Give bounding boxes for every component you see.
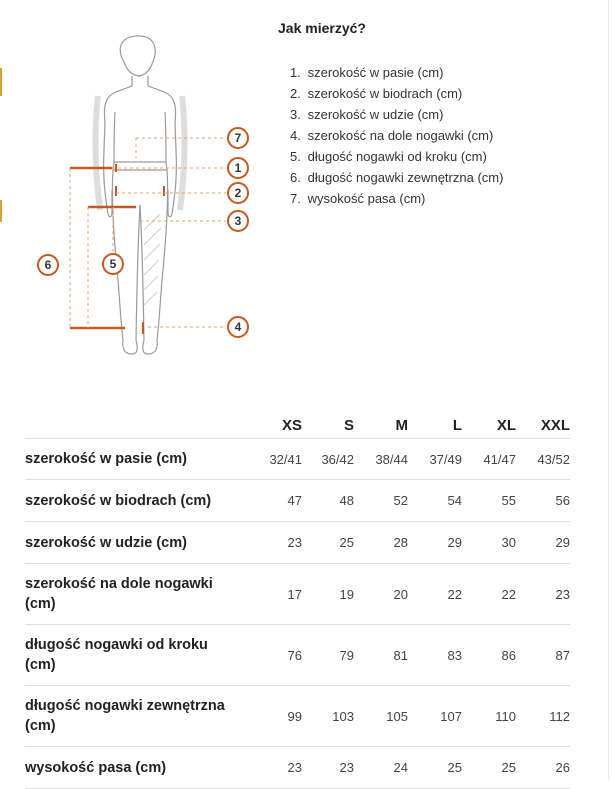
measurement-diagram — [0, 0, 270, 370]
page-title: Jak mierzyć? — [278, 20, 366, 36]
svg-text:1: 1 — [234, 161, 242, 175]
table-cell: 48 — [302, 480, 354, 522]
table-cell: 86 — [462, 625, 516, 686]
size-header: M — [354, 404, 408, 439]
legend-item: 4. szerokość na dole nogawki (cm) — [290, 128, 494, 143]
table-row — [25, 522, 570, 564]
table-cell: 38/44 — [354, 439, 408, 480]
table-cell: 25 — [462, 747, 516, 789]
table-row — [25, 625, 570, 686]
table-cell: 22 — [462, 564, 516, 625]
size-header: L — [408, 404, 462, 439]
svg-text:4: 4 — [234, 320, 242, 334]
table-cell: 55 — [462, 480, 516, 522]
table-cell: 43/52 — [516, 439, 570, 480]
row-label: szerokość w biodrach (cm) — [25, 480, 247, 522]
table-cell: 29 — [516, 522, 570, 564]
legend-item: 7. wysokość pasa (cm) — [290, 191, 426, 206]
callout-7 — [228, 128, 248, 148]
svg-text:3: 3 — [234, 214, 242, 228]
header-label-cell — [25, 404, 247, 439]
table-cell: 79 — [302, 625, 354, 686]
callout-2 — [228, 183, 248, 203]
svg-text:2: 2 — [234, 186, 242, 200]
callout-3 — [228, 211, 248, 231]
table-cell: 29 — [408, 522, 462, 564]
table-cell: 37/49 — [408, 439, 462, 480]
callout-6 — [38, 255, 58, 275]
svg-text:6: 6 — [44, 258, 52, 272]
table-cell: 26 — [516, 747, 570, 789]
table-cell: 54 — [408, 480, 462, 522]
table-cell: 36/42 — [302, 439, 354, 480]
body-silhouette — [104, 36, 177, 354]
table-cell: 25 — [302, 522, 354, 564]
table-cell: 25 — [408, 747, 462, 789]
table-cell: 83 — [408, 625, 462, 686]
legend-item: 6. długość nogawki zewnętrzna (cm) — [290, 170, 504, 185]
svg-text:5: 5 — [109, 257, 117, 271]
svg-text:7: 7 — [234, 131, 242, 145]
size-table — [25, 404, 570, 789]
table-cell: 17 — [247, 564, 302, 625]
row-label: długość nogawki zewnętrzna (cm) — [25, 686, 247, 747]
legend-item: 3. szerokość w udzie (cm) — [290, 107, 444, 122]
size-header: S — [302, 404, 354, 439]
row-label: wysokość pasa (cm) — [25, 747, 247, 789]
table-row — [25, 686, 570, 747]
table-row — [25, 747, 570, 789]
measurement-lines — [70, 164, 164, 334]
table-cell: 28 — [354, 522, 408, 564]
table-cell: 99 — [247, 686, 302, 747]
table-row — [25, 480, 570, 522]
table-cell: 56 — [516, 480, 570, 522]
table-cell: 23 — [516, 564, 570, 625]
table-cell: 23 — [247, 522, 302, 564]
table-row — [25, 439, 570, 480]
size-header: XL — [462, 404, 516, 439]
callout-1 — [228, 158, 248, 178]
table-cell: 24 — [354, 747, 408, 789]
table-cell: 19 — [302, 564, 354, 625]
size-header: XXL — [516, 404, 570, 439]
table-cell: 23 — [302, 747, 354, 789]
legend-item: 1. szerokość w pasie (cm) — [290, 65, 444, 80]
table-cell: 22 — [408, 564, 462, 625]
table-cell: 110 — [462, 686, 516, 747]
table-row — [25, 564, 570, 625]
table-cell: 41/47 — [462, 439, 516, 480]
table-cell: 105 — [354, 686, 408, 747]
table-cell: 87 — [516, 625, 570, 686]
callout-5 — [103, 254, 123, 274]
table-cell: 112 — [516, 686, 570, 747]
row-label: szerokość na dole nogawki (cm) — [25, 564, 247, 625]
table-cell: 76 — [247, 625, 302, 686]
measurement-legend — [286, 62, 503, 209]
table-cell: 107 — [408, 686, 462, 747]
size-header: XS — [247, 404, 302, 439]
legend-item: 5. długość nogawki od kroku (cm) — [290, 149, 487, 164]
page-edge — [608, 0, 609, 780]
table-cell: 81 — [354, 625, 408, 686]
row-label: długość nogawki od kroku (cm) — [25, 625, 247, 686]
row-label: szerokość w pasie (cm) — [25, 439, 247, 480]
row-label: szerokość w udzie (cm) — [25, 522, 247, 564]
table-cell: 47 — [247, 480, 302, 522]
callout-4 — [228, 317, 248, 337]
size-header-row — [25, 404, 570, 439]
legend-item: 2. szerokość w biodrach (cm) — [290, 86, 463, 101]
table-cell: 52 — [354, 480, 408, 522]
table-cell: 30 — [462, 522, 516, 564]
table-cell: 32/41 — [247, 439, 302, 480]
table-cell: 20 — [354, 564, 408, 625]
leg-hatching — [144, 214, 161, 305]
table-cell: 23 — [247, 747, 302, 789]
table-cell: 103 — [302, 686, 354, 747]
